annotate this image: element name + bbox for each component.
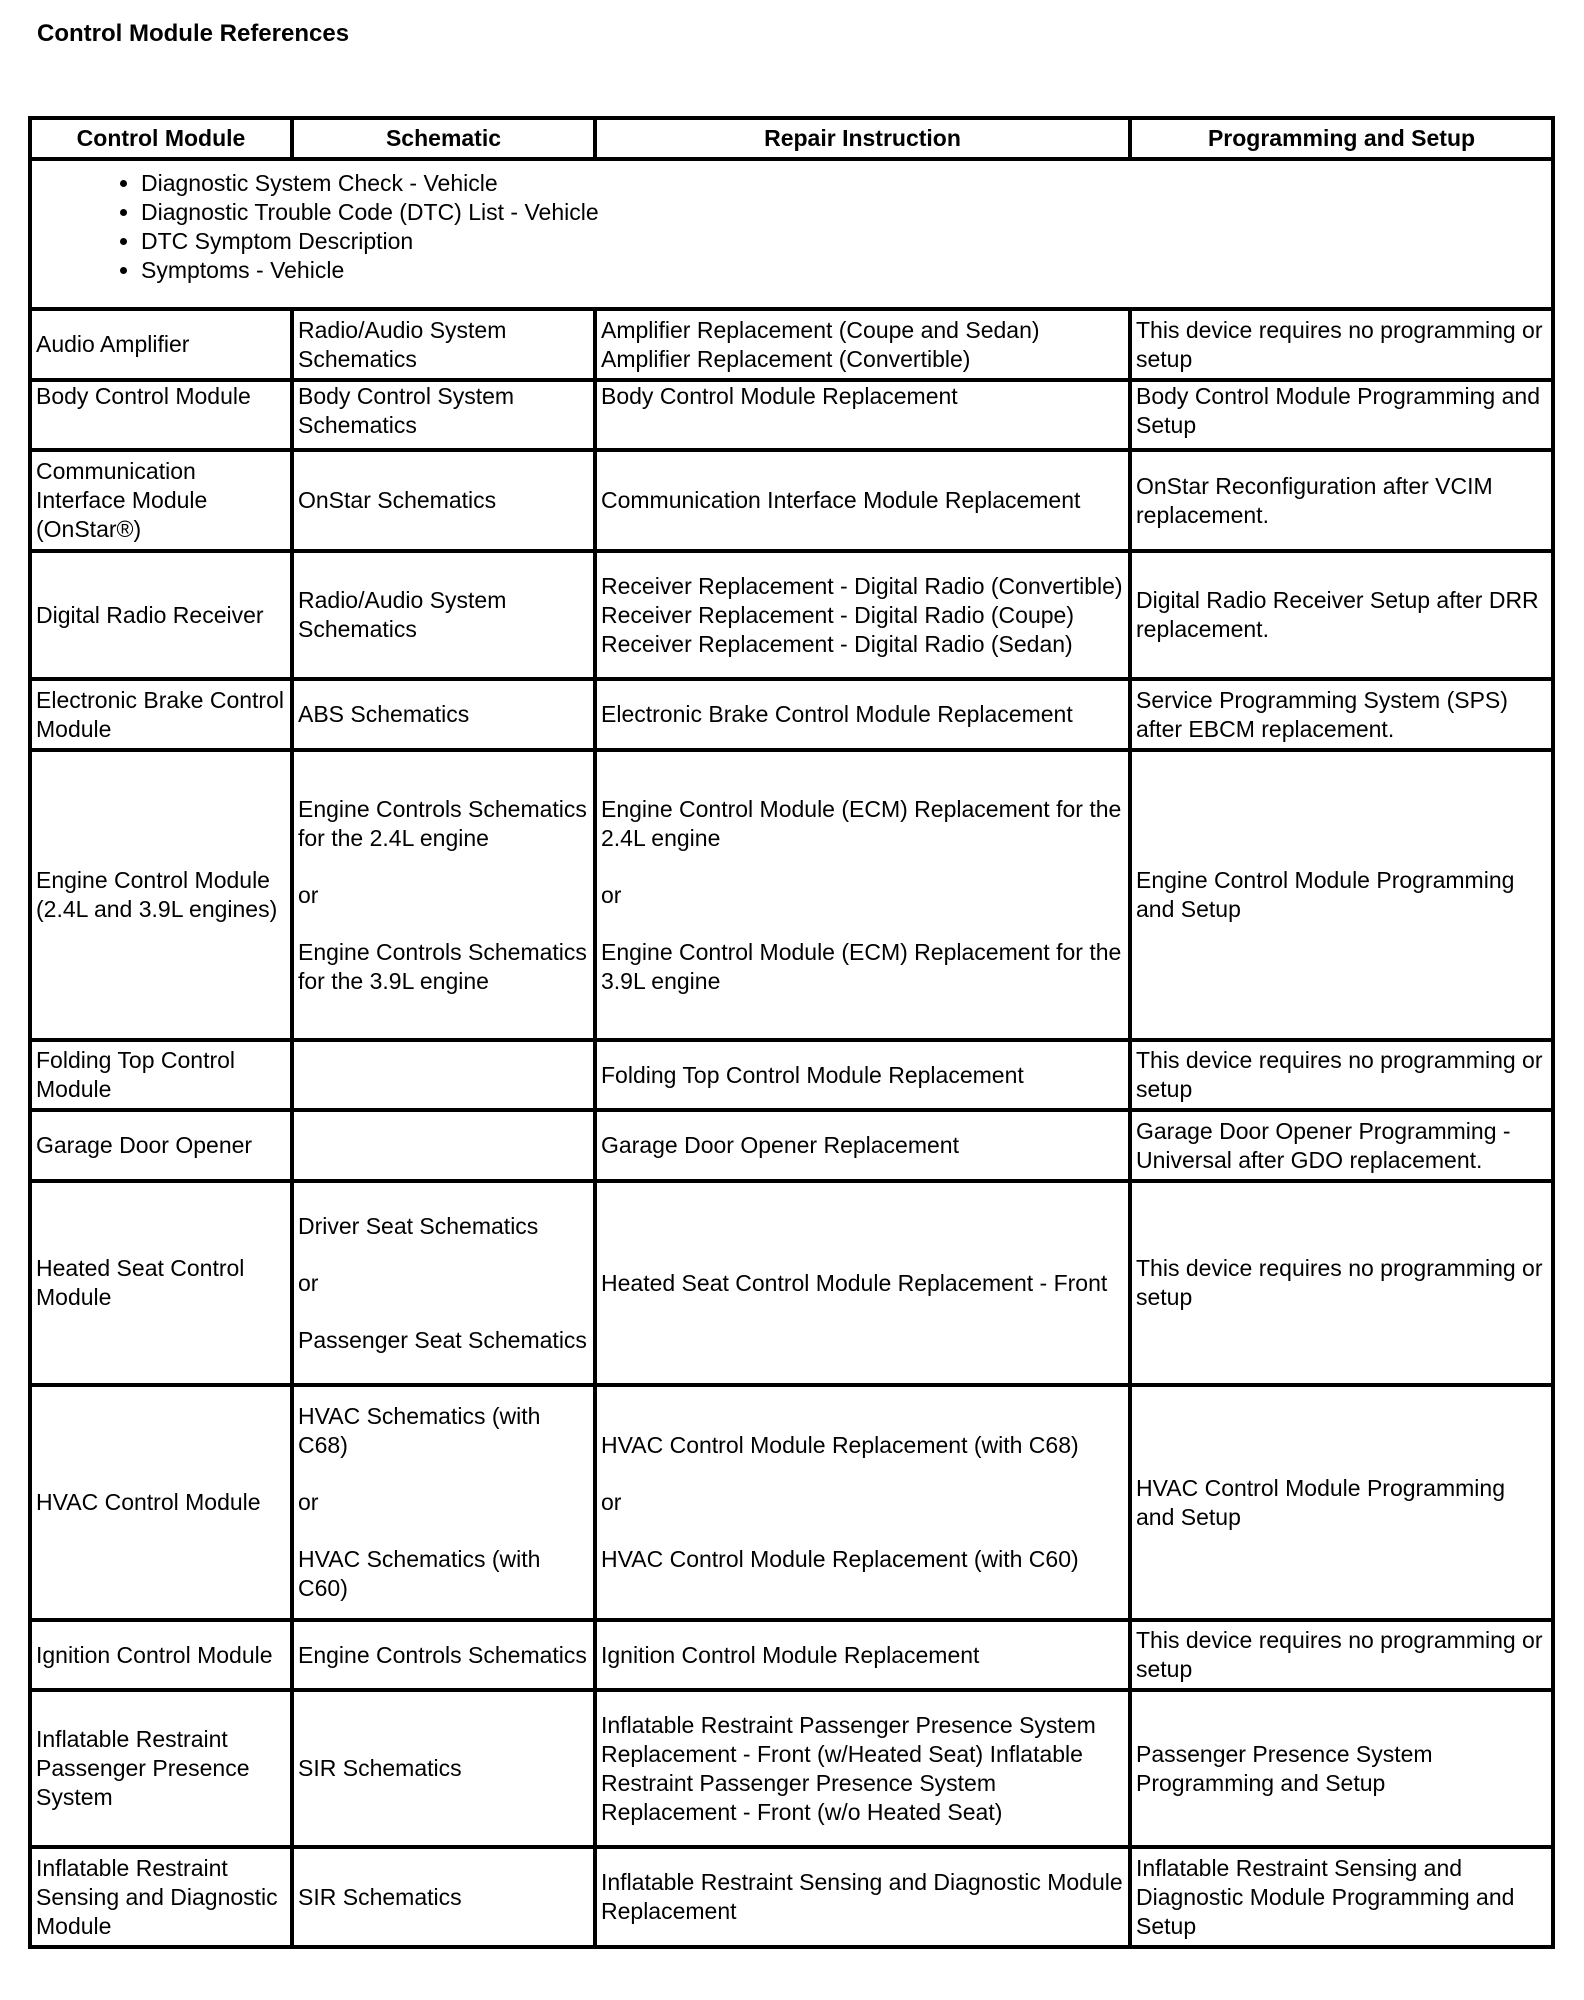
programming-link[interactable]: Engine Control Module Programming and Setup xyxy=(1130,750,1553,1040)
schematic-cell-empty xyxy=(292,1110,595,1181)
table-row xyxy=(30,1620,1553,1690)
repair-link[interactable]: Receiver Replacement - Digital Radio (Convertible) Receiver Replacement - Digital Radio (Coupe) Receiver Replacement - Digital Radio (Sedan) xyxy=(595,551,1130,679)
programming-link[interactable]: OnStar Reconfiguration after VCIM replacement. xyxy=(1130,450,1553,551)
or-separator: or xyxy=(298,1269,319,1296)
schematic-link[interactable]: SIR Schematics xyxy=(292,1690,595,1847)
repair-link[interactable]: Garage Door Opener Replacement xyxy=(595,1110,1130,1181)
module-cell: Engine Control Module (2.4L and 3.9L engines) xyxy=(30,750,292,1040)
general-links-list xyxy=(36,161,1547,307)
or-separator: or xyxy=(601,881,622,908)
page-title: Control Module References xyxy=(37,20,350,47)
schematic-cell xyxy=(292,1385,595,1620)
or-separator: or xyxy=(298,881,319,908)
or-separator: or xyxy=(601,1489,622,1515)
module-cell: Audio Amplifier xyxy=(30,309,292,380)
repair-link[interactable]: Communication Interface Module Replacement xyxy=(595,450,1130,551)
table-row xyxy=(30,1385,1553,1620)
schematic-link[interactable]: Radio/Audio System Schematics xyxy=(292,551,595,679)
programming-cell: This device requires no programming or setup xyxy=(1130,1181,1553,1385)
repair-link[interactable]: Electronic Brake Control Module Replacement xyxy=(595,679,1130,750)
schematic-link[interactable]: Passenger Seat Schematics xyxy=(298,1326,587,1353)
general-links-row xyxy=(30,159,1553,309)
schematic-cell-empty xyxy=(292,1040,595,1110)
header-row xyxy=(30,118,1553,159)
schematic-link[interactable]: Engine Controls Schematics for the 2.4L engine xyxy=(298,795,587,851)
table-row xyxy=(30,1110,1553,1181)
programming-link[interactable]: Body Control Module Programming and Setup xyxy=(1130,380,1553,450)
module-cell: Inflatable Restraint Sensing and Diagnostic Module xyxy=(30,1847,292,1947)
schematic-link[interactable]: Radio/Audio System Schematics xyxy=(292,309,595,380)
repair-link[interactable]: Ignition Control Module Replacement xyxy=(595,1620,1130,1690)
programming-cell: This device requires no programming or setup xyxy=(1130,1040,1553,1110)
schematic-link[interactable]: HVAC Schematics (with C60) xyxy=(298,1546,541,1601)
link-diagnostic-system-check[interactable]: • Diagnostic System Check - Vehicle xyxy=(141,169,1547,198)
module-cell: Garage Door Opener xyxy=(30,1110,292,1181)
programming-link[interactable]: Inflatable Restraint Sensing and Diagnostic Module Programming and Setup xyxy=(1130,1847,1553,1947)
header-control-module: Control Module xyxy=(30,118,292,159)
module-cell: Digital Radio Receiver xyxy=(30,551,292,679)
link-dtc-list[interactable]: • Diagnostic Trouble Code (DTC) List - Vehicle xyxy=(141,198,1547,227)
module-cell: Electronic Brake Control Module xyxy=(30,679,292,750)
schematic-link[interactable]: Engine Controls Schematics for the 3.9L engine xyxy=(298,938,587,994)
programming-link[interactable]: Passenger Presence System Programming and Setup xyxy=(1130,1690,1553,1847)
schematic-link[interactable]: Engine Controls Schematics xyxy=(292,1620,595,1690)
repair-link[interactable]: Inflatable Restraint Passenger Presence System Replacement - Front (w/Heated Seat) Inflatable Restraint Passenger Presence System Replacement - Front (w/o Heated Seat) xyxy=(595,1690,1130,1847)
module-cell: Body Control Module xyxy=(30,380,292,450)
table-row xyxy=(30,450,1553,551)
schematic-link[interactable]: HVAC Schematics (with C68) xyxy=(298,1403,541,1458)
module-cell: Ignition Control Module xyxy=(30,1620,292,1690)
schematic-link[interactable]: OnStar Schematics xyxy=(292,450,595,551)
module-cell: HVAC Control Module xyxy=(30,1385,292,1620)
repair-link[interactable]: HVAC Control Module Replacement (with C60) xyxy=(601,1546,1079,1572)
schematic-link[interactable]: SIR Schematics xyxy=(292,1847,595,1947)
schematic-link[interactable]: Body Control System Schematics xyxy=(292,380,595,450)
table-row xyxy=(30,551,1553,679)
header-programming-setup: Programming and Setup xyxy=(1130,118,1553,159)
repair-link[interactable]: Inflatable Restraint Sensing and Diagnostic Module Replacement xyxy=(595,1847,1130,1947)
control-module-table xyxy=(28,116,1555,1949)
table-row xyxy=(30,1690,1553,1847)
repair-link[interactable]: Body Control Module Replacement xyxy=(595,380,1130,450)
header-repair-instruction: Repair Instruction xyxy=(595,118,1130,159)
programming-cell: This device requires no programming or setup xyxy=(1130,309,1553,380)
schematic-link[interactable]: ABS Schematics xyxy=(292,679,595,750)
programming-link[interactable]: Service Programming System (SPS) after EBCM replacement. xyxy=(1130,679,1553,750)
repair-link[interactable]: Heated Seat Control Module Replacement - Front xyxy=(595,1181,1130,1385)
link-dtc-symptom-description[interactable]: • DTC Symptom Description xyxy=(141,227,1547,256)
table-row xyxy=(30,1040,1553,1110)
schematic-link[interactable]: Driver Seat Schematics xyxy=(298,1212,539,1239)
link-symptoms-vehicle[interactable]: • Symptoms - Vehicle xyxy=(141,256,1547,285)
table-row xyxy=(30,1847,1553,1947)
repair-link[interactable]: Amplifier Replacement (Coupe and Sedan) Amplifier Replacement (Convertible) xyxy=(595,309,1130,380)
schematic-cell xyxy=(292,750,595,1040)
header-schematic: Schematic xyxy=(292,118,595,159)
module-cell: Communication Interface Module (OnStar®) xyxy=(30,450,292,551)
module-cell: Folding Top Control Module xyxy=(30,1040,292,1110)
module-cell: Heated Seat Control Module xyxy=(30,1181,292,1385)
module-cell: Inflatable Restraint Passenger Presence System xyxy=(30,1690,292,1847)
repair-link[interactable]: Folding Top Control Module Replacement xyxy=(595,1040,1130,1110)
repair-link[interactable]: Engine Control Module (ECM) Replacement for the 3.9L engine xyxy=(601,938,1122,994)
or-separator: or xyxy=(298,1489,319,1515)
schematic-cell xyxy=(292,1181,595,1385)
table-row xyxy=(30,309,1553,380)
programming-link[interactable]: Garage Door Opener Programming - Universal after GDO replacement. xyxy=(1130,1110,1553,1181)
table-row xyxy=(30,380,1553,450)
repair-cell xyxy=(595,1385,1130,1620)
repair-cell xyxy=(595,750,1130,1040)
repair-link[interactable]: Engine Control Module (ECM) Replacement for the 2.4L engine xyxy=(601,795,1122,851)
programming-link[interactable]: HVAC Control Module Programming and Setup xyxy=(1130,1385,1553,1620)
repair-link[interactable]: HVAC Control Module Replacement (with C68) xyxy=(601,1432,1079,1458)
table-row xyxy=(30,679,1553,750)
programming-link[interactable]: Digital Radio Receiver Setup after DRR replacement. xyxy=(1130,551,1553,679)
table-row xyxy=(30,1181,1553,1385)
programming-cell: This device requires no programming or setup xyxy=(1130,1620,1553,1690)
table-row xyxy=(30,750,1553,1040)
